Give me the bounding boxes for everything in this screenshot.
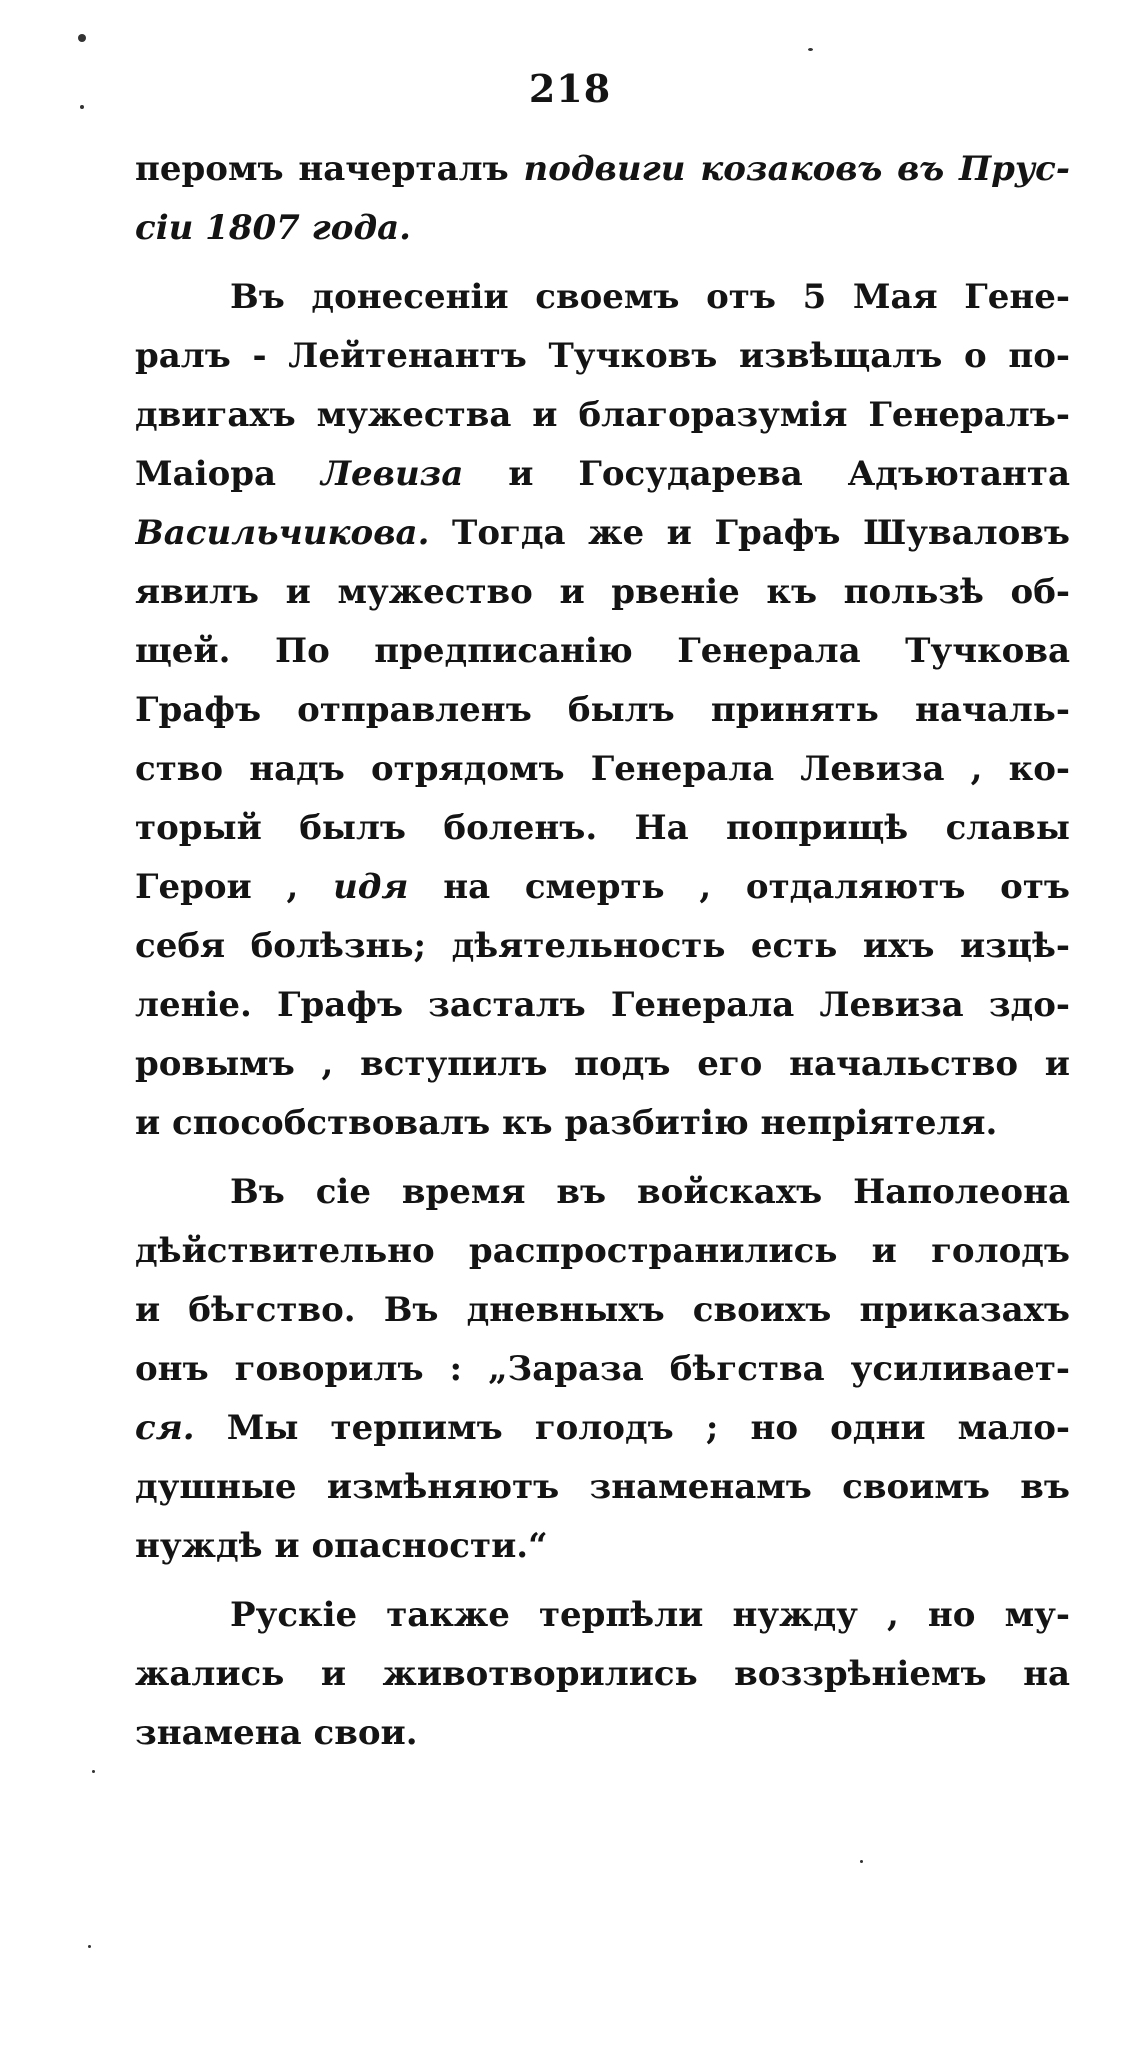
text-line [135, 563, 1070, 622]
text-segment: дѣйствительно распространились и голодъ [135, 1231, 1070, 1271]
text-segment: ровымъ , вступилъ подъ его начальство и [135, 1044, 1070, 1084]
text-line [135, 199, 1070, 258]
italic-text: сіи 1807 года. [135, 208, 411, 248]
text-segment: и Государева Адъютанта [463, 454, 1070, 494]
text-segment: душные измѣняютъ знаменамъ своимъ въ [135, 1467, 1070, 1507]
paragraph [135, 1586, 1070, 1763]
text-segment: Графъ отправленъ былъ принять началь- [135, 690, 1070, 730]
text-line [135, 327, 1070, 386]
scan-speck [808, 48, 813, 51]
text-line [135, 445, 1070, 504]
text-line [135, 622, 1070, 681]
scan-speck [88, 1945, 91, 1948]
text-line [135, 858, 1070, 917]
text-line [135, 1035, 1070, 1094]
scan-speck [80, 105, 84, 109]
text-line [135, 1094, 1070, 1153]
text-line [135, 268, 1070, 327]
text-line [135, 799, 1070, 858]
text-segment: нуждѣ и опасности.“ [135, 1526, 548, 1566]
text-line [135, 386, 1070, 445]
text-segment: торый былъ боленъ. На поприщѣ славы [135, 808, 1070, 848]
scan-speck [78, 34, 86, 42]
text-segment: Въ донесеніи своемъ отъ 5 Мая Гене- [230, 277, 1070, 317]
text-segment: и способствовалъ къ разбитію непріятеля. [135, 1103, 998, 1143]
text-segment: себя болѣзнь; дѣятельность есть ихъ изцѣ- [135, 926, 1070, 966]
text-line [135, 976, 1070, 1035]
text-segment: ралъ - Лейтенантъ Тучковъ извѣщалъ о по- [135, 336, 1070, 376]
text-segment: щей. По предписанію Генерала Тучкова [135, 631, 1070, 671]
text-line [135, 1586, 1070, 1645]
text-segment: Рускіе также терпѣли нужду , но му- [230, 1595, 1070, 1635]
text-line [135, 740, 1070, 799]
text-line [135, 1704, 1070, 1763]
scan-speck [92, 1770, 95, 1773]
text-line [135, 1517, 1070, 1576]
text-line [135, 1399, 1070, 1458]
text-line [135, 1281, 1070, 1340]
text-segment: Герои , [135, 867, 334, 907]
text-segment: онъ говорилъ : „Зараза бѣгства усиливает- [135, 1349, 1070, 1389]
text-segment: жались и животворились воззрѣніемъ на [135, 1654, 1070, 1694]
text-line [135, 1458, 1070, 1517]
paragraph [135, 140, 1070, 258]
italic-text: подвиги козаковъ въ Прус- [523, 149, 1070, 189]
text-segment: Тогда же и Графъ Шуваловъ [429, 513, 1070, 553]
italic-text: Васильчикова. [135, 513, 430, 553]
text-segment: ство надъ отрядомъ Генерала Левиза , ко- [135, 749, 1070, 789]
italic-text: ся. [135, 1408, 195, 1448]
paragraph [135, 268, 1070, 1153]
text-segment: Въ сіе время въ войскахъ Наполеона [230, 1172, 1070, 1212]
text-line [135, 140, 1070, 199]
text-segment: на смерть , отдаляютъ отъ [408, 867, 1070, 907]
text-line [135, 504, 1070, 563]
text-segment: знамена свои. [135, 1713, 418, 1753]
scan-speck [860, 1860, 863, 1863]
text-segment: Маіора [135, 454, 321, 494]
text-line [135, 1645, 1070, 1704]
text-segment: явилъ и мужество и рвеніе къ пользѣ об- [135, 572, 1070, 612]
paragraph [135, 1163, 1070, 1576]
text-line [135, 1163, 1070, 1222]
text-line [135, 681, 1070, 740]
italic-text: идя [333, 867, 409, 907]
text-segment: перомъ начерталъ [135, 149, 524, 189]
text-line [135, 1222, 1070, 1281]
page-number: 218 [528, 66, 612, 111]
italic-text: Левиза [320, 454, 464, 494]
text-segment: леніе. Графъ засталъ Генерала Левиза здо- [135, 985, 1070, 1025]
text-segment: Мы терпимъ голодъ ; но одни мало- [194, 1408, 1070, 1448]
text-line [135, 1340, 1070, 1399]
text-segment: и бѣгство. Въ дневныхъ своихъ приказахъ [135, 1290, 1070, 1330]
text-line [135, 917, 1070, 976]
text-segment: двигахъ мужества и благоразумія Генералъ- [135, 395, 1070, 435]
body-text [135, 140, 1070, 1763]
